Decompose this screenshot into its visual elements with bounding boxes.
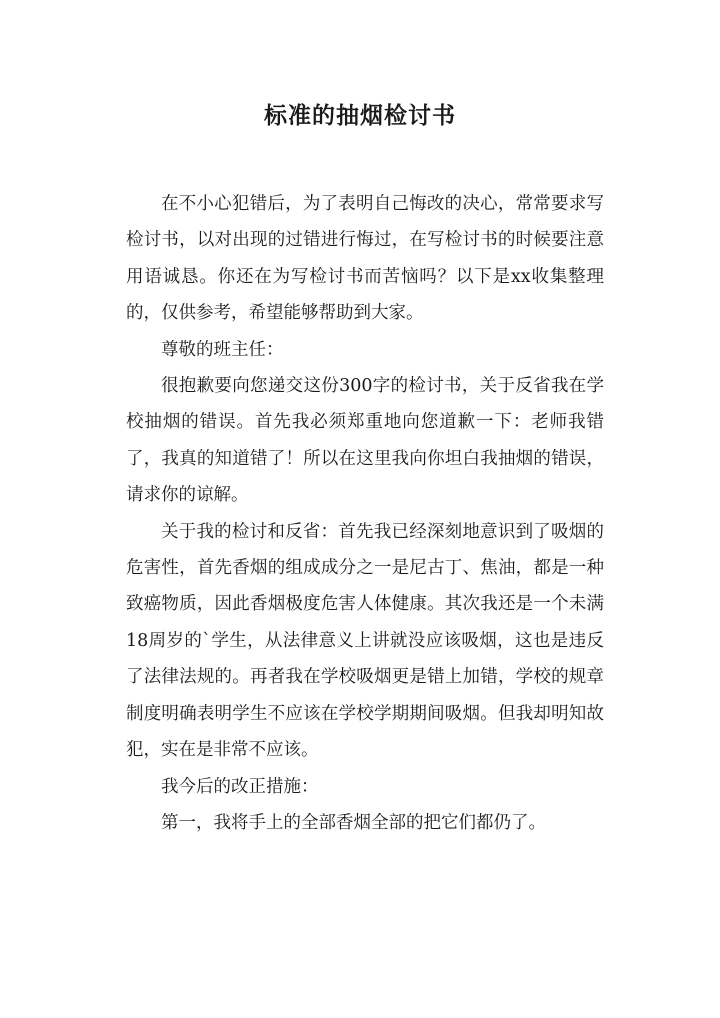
paragraph-measure-one: 第一，我将手上的全部香烟全部的把它们都仍了。 — [161, 812, 546, 833]
paragraph-salutation: 尊敬的班主任： — [161, 339, 284, 360]
document-body — [126, 186, 604, 841]
paragraph-intro: 在不小心犯错后，为了表明自己悔改的决心，常常要求写检讨书，以对出现的过错进行悔过，在写检讨书的时候要注意用语诚恳。你还在为写检讨书而苦恼吗？以下是xx收集整理的，仅供参考，希望能够帮助到大家。 — [126, 194, 604, 324]
paragraph-reflection: 关于我的检讨和反省：首先我已经深刻地意识到了吸烟的危害性，首先香烟的组成成分之一是尼古丁、焦油，都是一种致癌物质，因此香烟极度危害人体健康。其次我还是一个未满18周岁的`学生，从法律意义上讲就没应该吸烟，这也是违反了法律法规的。再者我在学校吸烟更是错上加错，学校的规章制度明确表明学生不应该在学校学期期间吸烟。但我却明知故犯，实在是非常不应该。 — [126, 521, 604, 761]
document-title: 标准的抽烟检讨书 — [264, 102, 456, 129]
paragraph-measures-heading: 我今后的改正措施： — [161, 776, 319, 797]
paragraph-apology: 很抱歉要向您递交这份300字的检讨书，关于反省我在学校抽烟的错误。首先我必须郑重地向您道歉一下：老师我错了，我真的知道错了！所以在这里我向你坦白我抽烟的错误，请求你的谅解。 — [126, 376, 604, 506]
